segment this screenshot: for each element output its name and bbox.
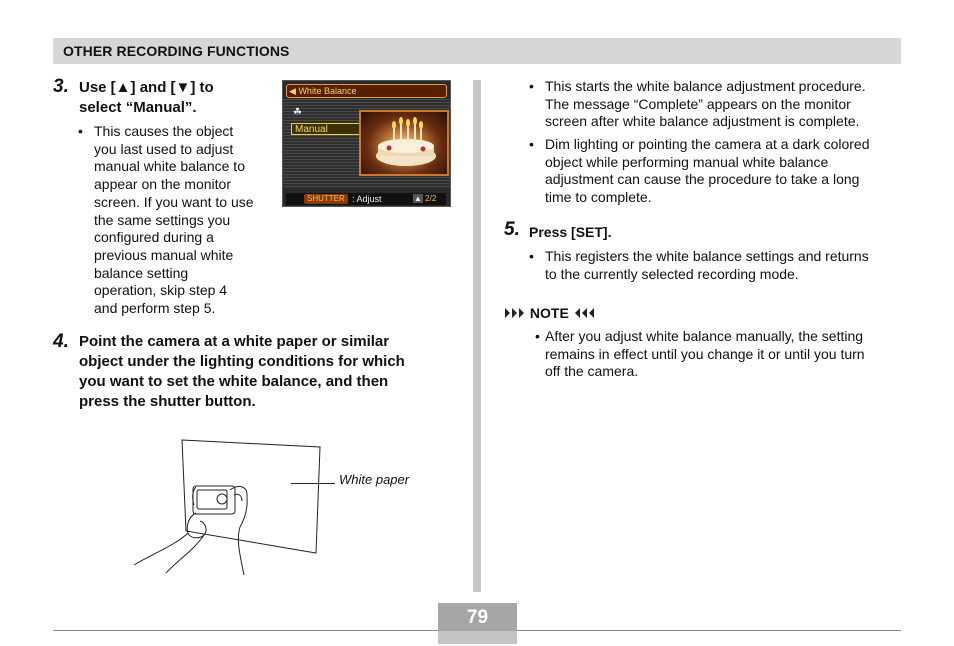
left-arrow-icon: ◀ [289, 86, 296, 96]
lcd-shutter-label: SHUTTER [304, 194, 348, 204]
bullet-line: remains in effect until you change it or until you turn [545, 345, 865, 362]
bullet-line: to the currently selected recording mode. [545, 265, 799, 282]
page-number: 79 [466, 607, 489, 628]
bullet-line: This starts the white balance adjustment procedure. [545, 78, 866, 94]
bullet-line: adjustment can cause the procedure to take a long [545, 171, 860, 188]
lcd-preview-photo [359, 110, 449, 176]
step-4-number: 4. [53, 331, 69, 352]
step-3-title [79, 78, 214, 118]
note-heading [504, 305, 595, 321]
bullet-dot: • [529, 136, 534, 152]
bullet-line: The message “Complete” appears on the monitor [545, 95, 851, 112]
note-label: NOTE [529, 305, 569, 321]
step-5-number: 5. [504, 219, 520, 240]
note-right-marks-icon [573, 307, 595, 319]
camera-lcd-screenshot [282, 80, 451, 207]
bullet-line: off the camera. [545, 363, 639, 380]
step-4-title-line: you want to set the white balance, and then [79, 373, 389, 390]
note-bullet [535, 328, 865, 381]
lcd-title-bar [286, 84, 447, 98]
step-5-bullet [529, 248, 869, 283]
dim-lighting-bullet [529, 136, 870, 207]
page-number-strip [438, 631, 517, 644]
step-4-title-line: object under the lighting conditions for which [79, 353, 405, 370]
lcd-adjust-label: : Adjust [352, 194, 382, 204]
bullet-dot: • [529, 78, 534, 94]
lcd-bottom-bar [286, 193, 446, 205]
caption-leader-line [291, 483, 335, 484]
illustration-caption: White paper [339, 472, 410, 487]
hands-camera-illustration [130, 435, 430, 580]
step-3-bullet [78, 123, 254, 318]
bullet-line: balance setting [94, 264, 189, 281]
up-arrow-icon: ▲ [414, 194, 422, 203]
bullet-line: time to complete. [545, 189, 652, 206]
step-4-title-line: press the shutter button. [79, 393, 256, 410]
bullet-line: you last used to adjust [94, 140, 234, 157]
bullet-line: screen. If you want to use [94, 193, 254, 210]
lcd-menu-title: White Balance [298, 86, 357, 96]
bullet-line: This registers the white balance settings and returns [545, 248, 869, 264]
bullet-line: appear on the monitor [94, 176, 231, 193]
lcd-page-number: 2/2 [425, 194, 437, 203]
column-divider [473, 80, 481, 592]
bullet-line: operation, skip step 4 [94, 282, 228, 299]
bullet-line: Dim lighting or pointing the camera at a dark colored [545, 136, 870, 152]
bullet-line: screen after white balance adjustment is complete. [545, 113, 860, 130]
note-left-marks-icon [504, 307, 526, 319]
lcd-page-indicator [413, 194, 436, 204]
bullet-line: object while performing manual white balance [545, 153, 829, 170]
bullet-line: This causes the object [94, 123, 234, 139]
step-3-title-line: Use [▲] and [▼] to [79, 79, 214, 96]
bullet-line: After you adjust white balance manually, the setting [545, 328, 864, 344]
bullet-line: manual white balance to [94, 158, 245, 175]
bullet-line: and perform step 5. [94, 300, 216, 317]
bullet-dot: • [529, 248, 534, 264]
step-4-title-line: Point the camera at a white paper or similar [79, 333, 390, 350]
adjustment-start-bullet [529, 78, 866, 131]
cake-photo-icon [361, 112, 447, 174]
step-3-number: 3. [53, 76, 69, 97]
lcd-selected-item: Manual [291, 123, 361, 135]
step-5-title: Press [SET]. [529, 224, 612, 240]
step-3-title-line: select “Manual”. [79, 99, 197, 116]
page-number-box [438, 603, 517, 644]
bullet-line: previous manual white [94, 246, 234, 263]
white-balance-icon: ☘ [293, 107, 302, 118]
bullet-dot: • [535, 328, 540, 344]
step-4-title [79, 332, 405, 412]
bullet-line: configured during a [94, 229, 214, 246]
section-header-bar [53, 38, 901, 64]
section-title: OTHER RECORDING FUNCTIONS [63, 43, 290, 59]
bullet-line: the same settings you [94, 211, 231, 228]
bullet-dot: • [78, 123, 83, 139]
